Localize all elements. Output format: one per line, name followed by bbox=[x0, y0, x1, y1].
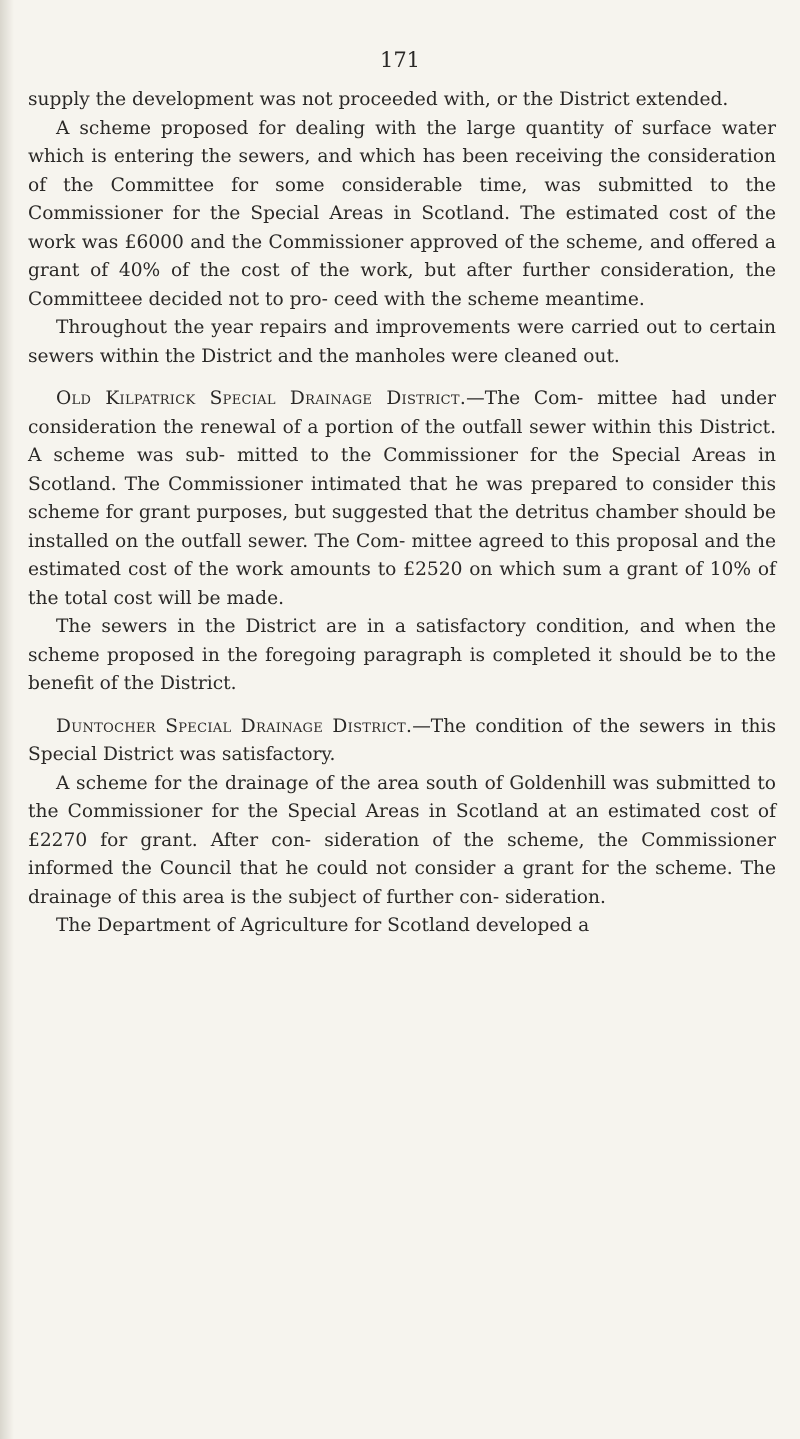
section-heading-old-kilpatrick: Old Kilpatrick Special Drainage District. bbox=[56, 388, 467, 409]
paragraph-sewers-condition: The sewers in the District are in a satisfactory condition, and when the scheme proposed in the foregoing paragraph is completed it should be to the benefit of the District. bbox=[28, 616, 776, 694]
paragraph-old-kilpatrick bbox=[28, 385, 776, 613]
body-text bbox=[28, 86, 776, 941]
page-number: 171 bbox=[379, 48, 421, 72]
paragraph-old-kilpatrick-body: —The Com- mittee had under consideration the renewal of a portion of the outfall sewer within this District. A scheme was sub- mitted to the Commissioner for the Special Areas in Scotland. The Commissioner intimated that he was prepared to consider this scheme for grant purposes, but suggested that the detritus chamber should be installed on the outfall sewer. The Com- mittee agreed to this proposal and the estimated cost of the work amounts to £2520 on which sum a grant of 10% of the total cost will be made. bbox=[28, 388, 776, 609]
paragraph-repairs: Throughout the year repairs and improvements were carried out to certain sewers within the District and the manholes were cleaned out. bbox=[28, 317, 776, 367]
paragraph-continuation: supply the development was not proceeded with, or the District extended. bbox=[28, 89, 729, 110]
paragraph-surface-water-scheme: A scheme proposed for dealing with the large quantity of surface water which is entering the sewers, and which has been receiving the consideration of the Committee for some considerable time, was submitted to the Commissioner for the Special Areas in Scotland. The estimated cost of the work was £6000 and the Commissioner approved of the scheme, and offered a grant of 40% of the cost of the work, but after further consideration, the Committeee decided not to pro- ceed with the scheme meantime. bbox=[28, 117, 776, 310]
page-edge-shadow bbox=[0, 0, 14, 1439]
paragraph-duntocher-body: —The condition of the sewers in this Special District was satisfactory. bbox=[28, 715, 776, 765]
paragraph-goldenhill-scheme: A scheme for the drainage of the area south of Goldenhill was submitted to the Commissioner for the Special Areas in Scotland at an estimated cost of £2270 for grant. After con- sideration of the scheme, the Commissioner informed the Council that he could not consider a grant for the scheme. The drainage of this area is the subject of further con- sideration. bbox=[28, 772, 776, 908]
paragraph-department-agriculture: The Department of Agriculture for Scotland developed a bbox=[56, 915, 590, 936]
paragraph-duntocher bbox=[28, 713, 776, 770]
section-heading-duntocher: Duntocher Special Drainage District. bbox=[56, 715, 413, 737]
